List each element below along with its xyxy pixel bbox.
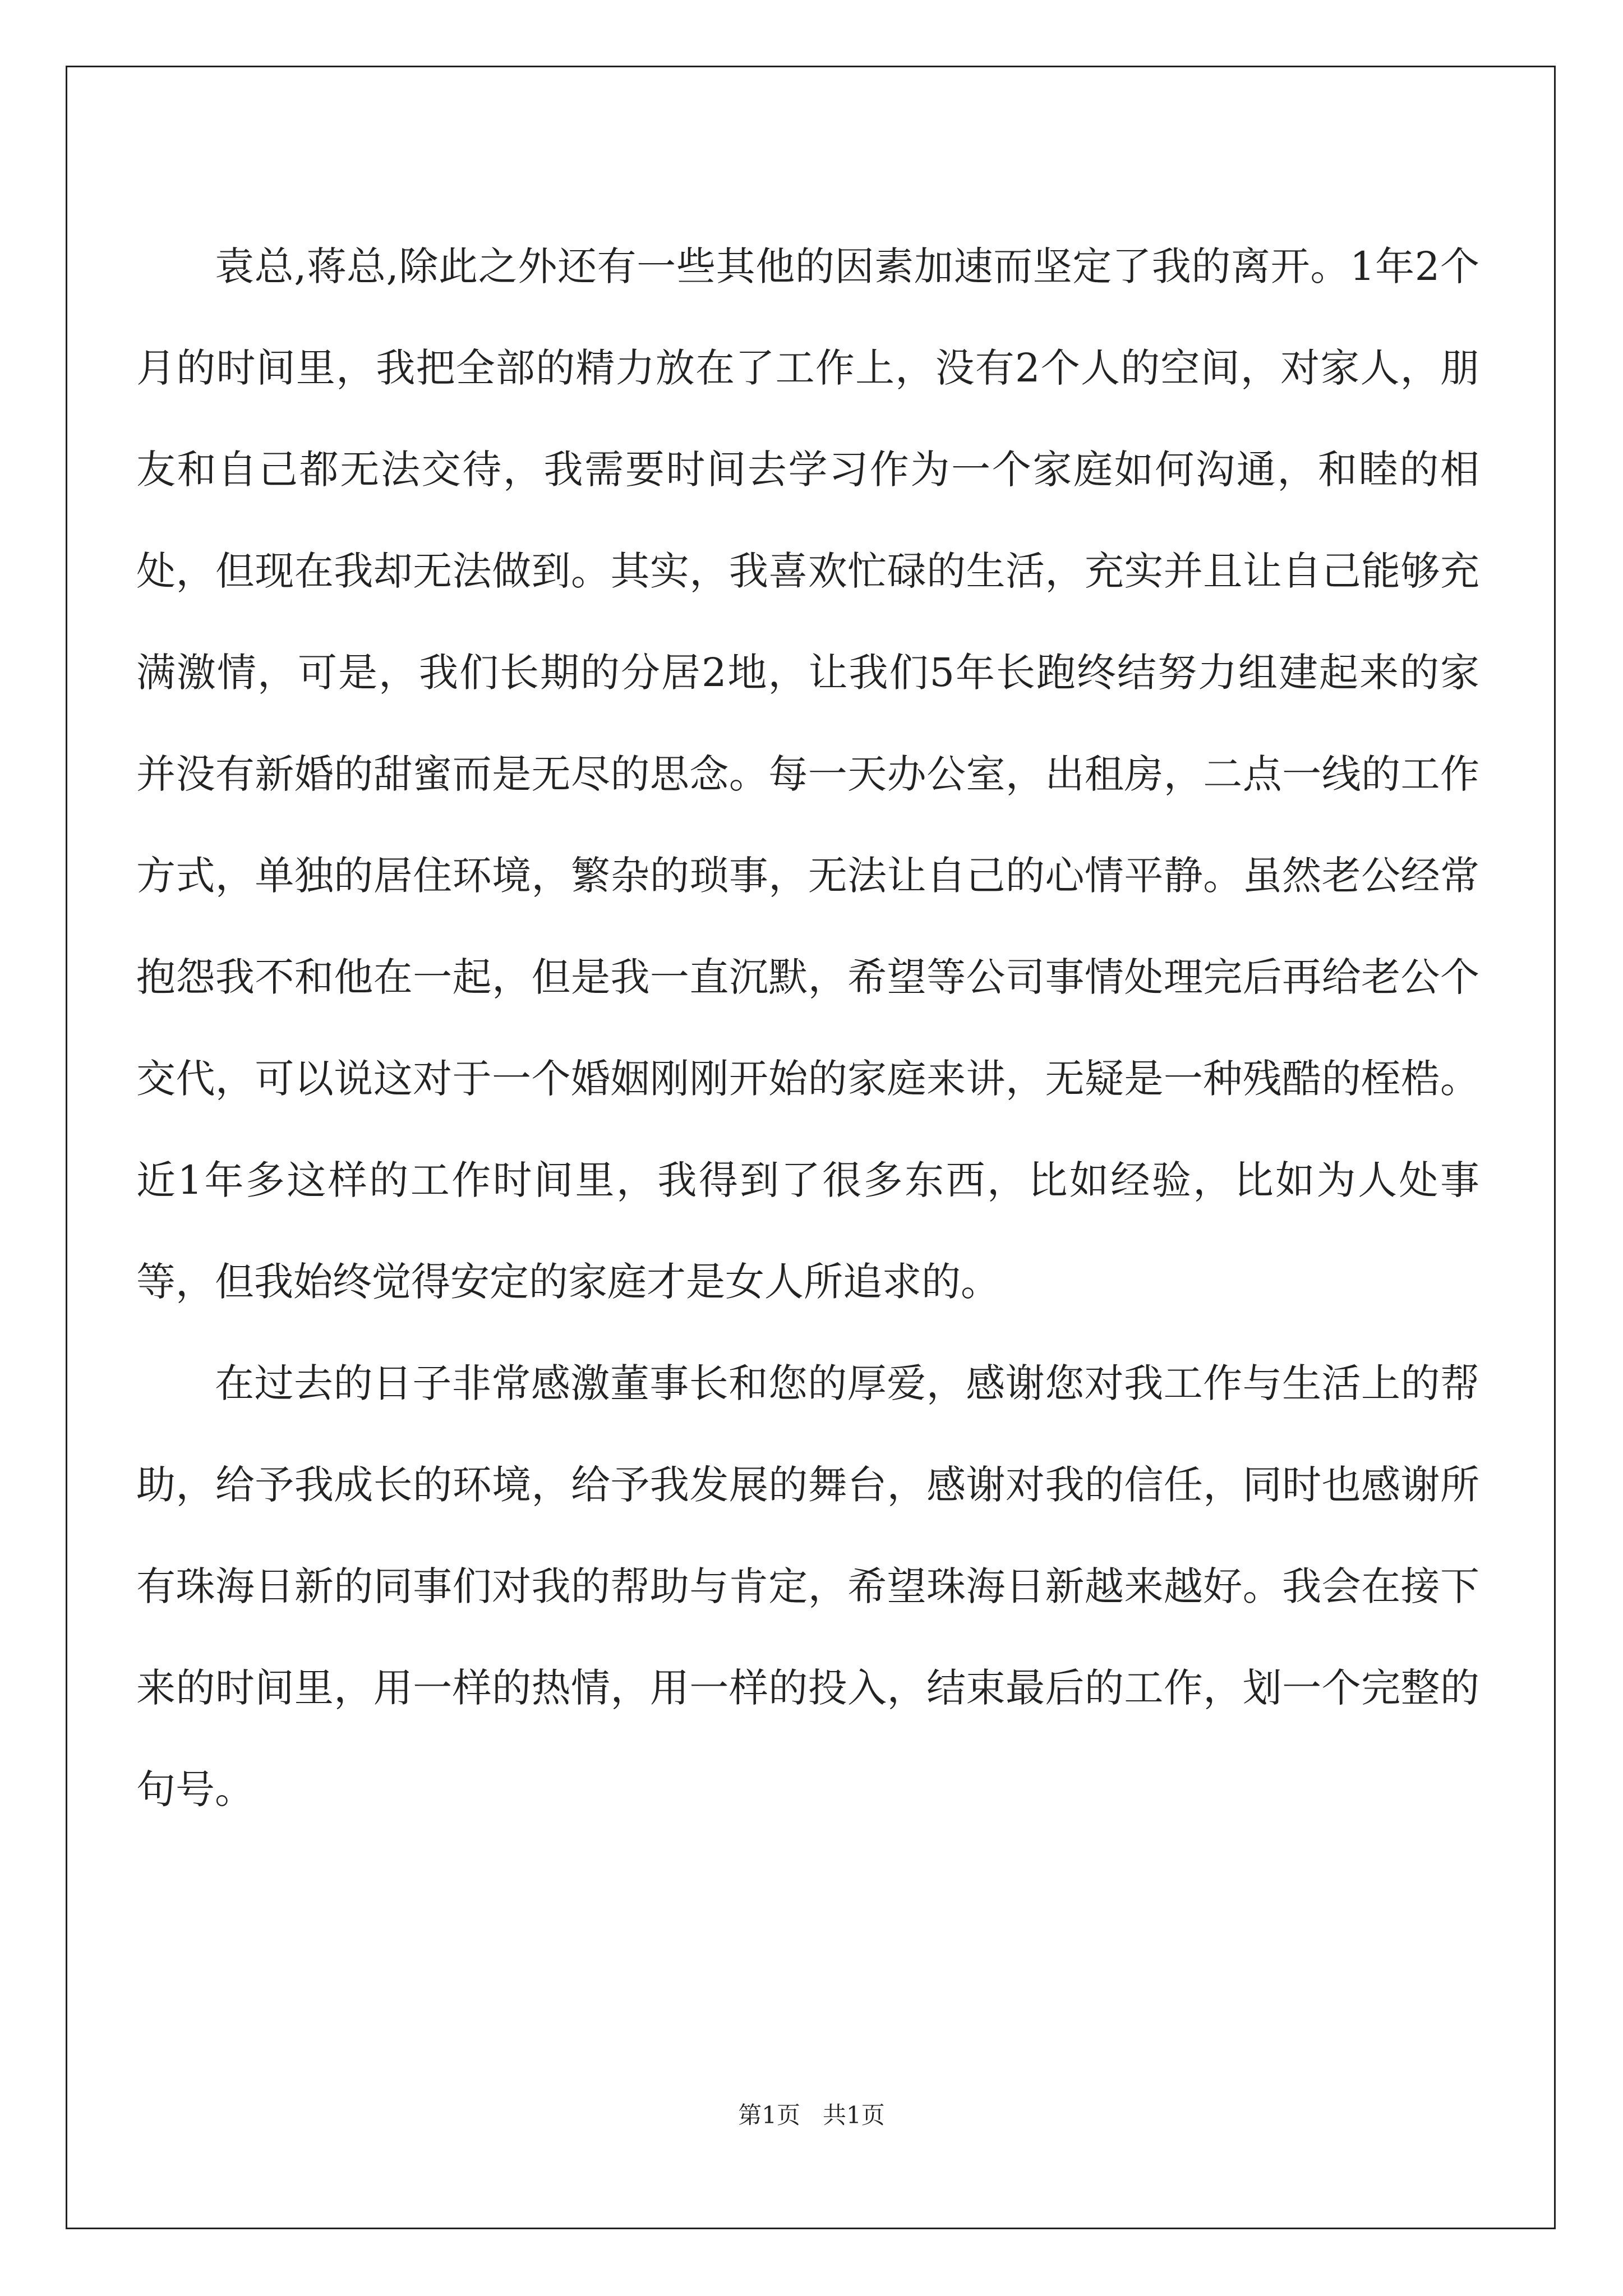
paragraph-2: 在过去的日子非常感激董事长和您的厚爱，感谢您对我工作与生活上的帮助，给予我成长的环境，给予我发展的舞台，感谢对我的信任，同时也感谢所有珠海日新的同事们对我的帮助与肯定，希望珠海日新越来越好。我会在接下来的时间里，用一样的热情，用一样的投入，结束最后的工作，划一个完整的句号。	[136, 1360, 1479, 1812]
document-body	[136, 216, 1479, 1841]
page-number-current: 第1页	[738, 2101, 800, 2129]
page-footer	[0, 2099, 1623, 2132]
paragraph-1: 袁总,蒋总,除此之外还有一些其他的因素加速而坚定了我的离开。1年2个月的时间里，我把全部的精力放在了工作上，没有2个人的空间，对家人，朋友和自己都无法交待，我需要时间去学习作为一个家庭如何沟通，和睦的相处，但现在我却无法做到。其实，我喜欢忙碌的生活，充实并且让自己能够充满激情，可是，我们长期的分居2地，让我们5年长跑终结努力组建起来的家并没有新婚的甜蜜而是无尽的思念。每一天办公室，出租房，二点一线的工作方式，单独的居住环境，繁杂的琐事，无法让自己的心情平静。虽然老公经常抱怨我不和他在一起，但是我一直沉默，希望等公司事情处理完后再给老公个交代，可以说这对于一个婚姻刚刚开始的家庭来讲，无疑是一种残酷的桎梏。近1年多这样的工作时间里，我得到了很多东西，比如经验，比如为人处事等，但我始终觉得安定的家庭才是女人所追求的。	[136, 243, 1479, 1305]
page-number-total: 共1页	[823, 2101, 885, 2129]
